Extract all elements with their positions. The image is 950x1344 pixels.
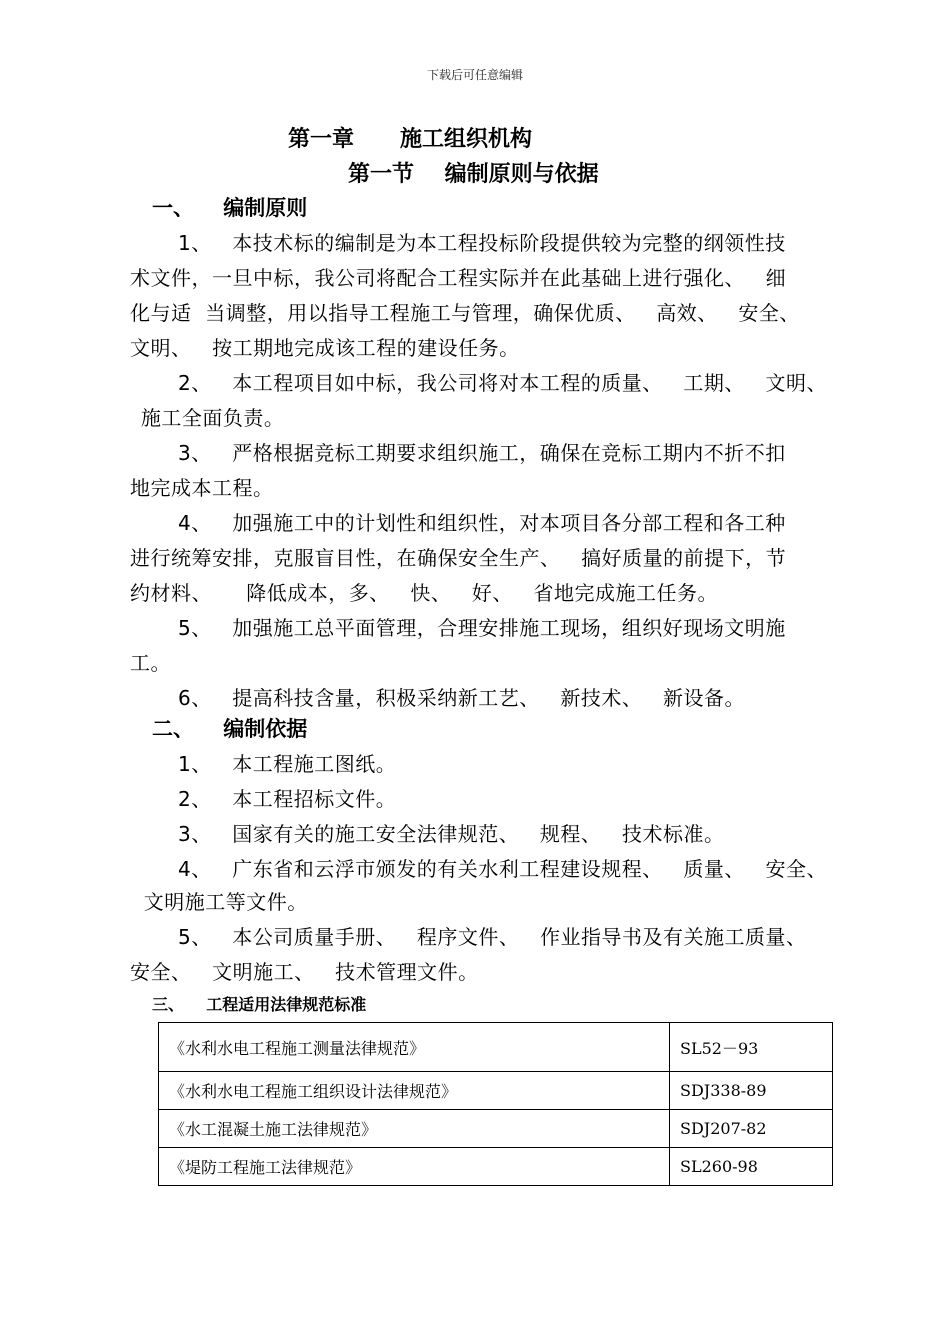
page-header: 下载后可任意编辑 (426, 68, 523, 82)
standard-code: SL52－93 (670, 1023, 833, 1072)
paragraph-line: 3、 严格根据竞标工期要求组织施工，确保在竞标工期内不折不扣 (178, 441, 786, 465)
chapter-title: 第一章 施工组织机构 (288, 127, 532, 152)
table-row (159, 1110, 833, 1148)
paragraph-line: 进行统筹安排，克服盲目性，在确保安全生产、 搞好质量的前提下，节 (130, 546, 787, 570)
paragraph-line: 6、 提高科技含量，积极采纳新工艺、 新技术、 新设备。 (178, 686, 745, 710)
paragraph-line: 2、 本工程项目如中标，我公司将对本工程的质量、 工期、 文明、 (178, 371, 827, 395)
paragraph-line: 术文件，一旦中标，我公司将配合工程实际并在此基础上进行强化、 细 (130, 266, 787, 290)
table-row (159, 1072, 833, 1110)
paragraph-line: 5、 本公司质量手册、 程序文件、 作业指导书及有关施工质量、 (178, 925, 807, 949)
standard-name: 《水利水电工程施工组织设计法律规范》 (159, 1072, 670, 1110)
paragraph-line: 1、 本工程施工图纸。 (178, 752, 397, 776)
paragraph-line: 文明施工等文件。 (130, 890, 308, 914)
standard-name: 《堤防工程施工法律规范》 (159, 1148, 670, 1186)
paragraph-line: 地完成本工程。 (130, 476, 274, 500)
heading-principles: 一、 编制原则 (152, 196, 308, 220)
paragraph-line: 工。 (130, 651, 171, 675)
paragraph-line: 约材料、 降低成本，多、 快、 好、 省地完成施工任务。 (130, 581, 719, 605)
paragraph-line: 2、 本工程招标文件。 (178, 787, 397, 811)
paragraph-line: 3、 国家有关的施工安全法律规范、 规程、 技术标准。 (178, 822, 725, 846)
paragraph-line: 1、 本技术标的编制是为本工程投标阶段提供较为完整的纲领性技 (178, 231, 786, 255)
paragraph-line: 5、 加强施工总平面管理，合理安排施工现场，组织好现场文明施 (178, 616, 786, 640)
paragraph-line: 4、 广东省和云浮市颁发的有关水利工程建设规程、 质量、 安全、 (178, 857, 827, 881)
standard-name: 《水工混凝土施工法律规范》 (159, 1110, 670, 1148)
heading-basis: 二、 编制依据 (152, 717, 308, 741)
table-row (159, 1148, 833, 1186)
standard-code: SDJ338-89 (670, 1072, 833, 1110)
standard-code: SL260-98 (670, 1148, 833, 1186)
paragraph-line: 文明、 按工期地完成该工程的建设任务。 (130, 336, 520, 360)
paragraph-line: 施工全面负责。 (134, 406, 285, 430)
standards-table (158, 1022, 833, 1186)
table-row (159, 1023, 833, 1072)
paragraph-line: 4、 加强施工中的计划性和组织性，对本项目各分部工程和各工种 (178, 511, 786, 535)
paragraph-line: 化与适 当调整，用以指导工程施工与管理，确保优质、 高效、 安全、 (130, 301, 800, 325)
standard-name: 《水利水电工程施工测量法律规范》 (159, 1023, 670, 1072)
standard-code: SDJ207-82 (670, 1110, 833, 1148)
paragraph-line: 安全、 文明施工、 技术管理文件。 (130, 960, 479, 984)
heading-standards: 三、 工程适用法律规范标准 (152, 995, 367, 1014)
section-title: 第一节 编制原则与依据 (348, 162, 599, 187)
